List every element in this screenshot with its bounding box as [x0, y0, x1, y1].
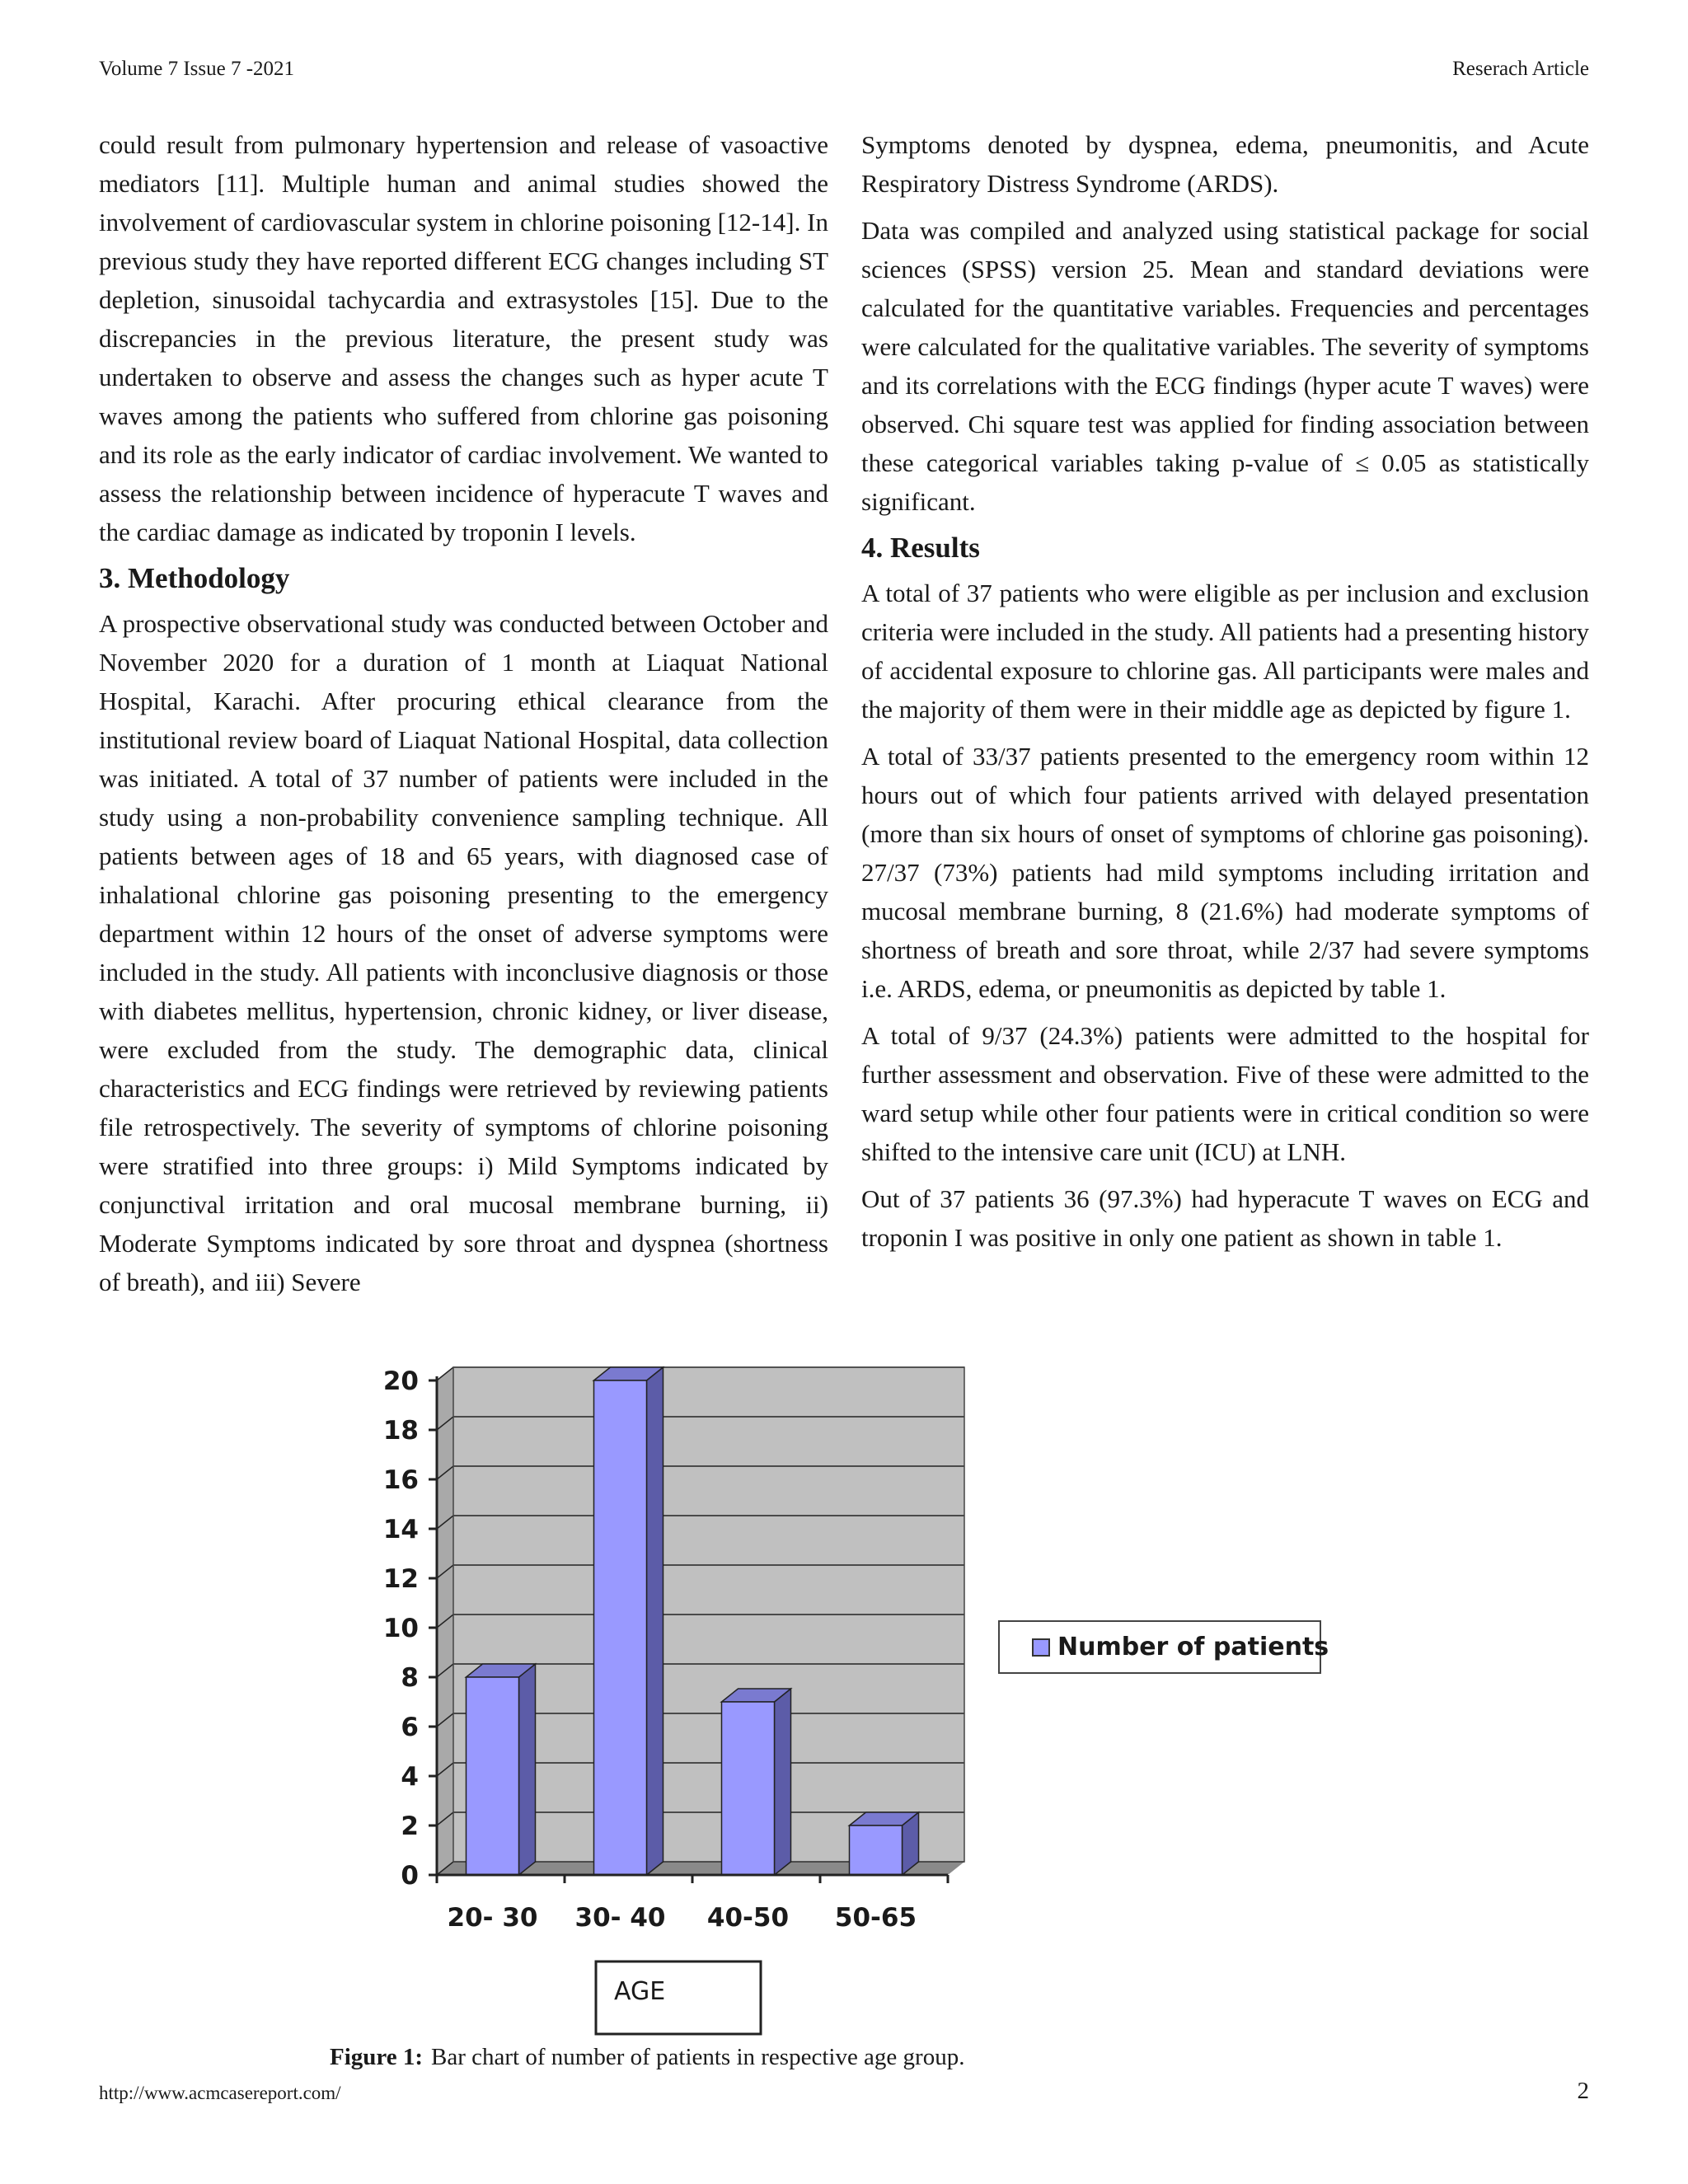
- methodology-heading: 3. Methodology: [99, 562, 290, 594]
- y-tick-label: 12: [382, 1564, 419, 1594]
- running-header-volume: Volume 7 Issue 7 -2021: [99, 58, 295, 80]
- bar: [467, 1664, 536, 1875]
- figure-caption-text: Bar chart of number of patients in respective age group.: [431, 2044, 965, 2070]
- y-tick-label: 8: [401, 1663, 419, 1693]
- y-tick-label: 20: [382, 1366, 419, 1396]
- figure-label: Figure 1:: [330, 2044, 424, 2070]
- page-number: 2: [1577, 2078, 1589, 2104]
- running-header-article-type: Reserach Article: [1452, 58, 1589, 80]
- y-tick-label: 18: [382, 1416, 419, 1446]
- x-tick-label: 50-65: [834, 1903, 917, 1933]
- results-paragraph-1: A total of 37 patients who were eligible as per inclusion and exclusion criteria were included in the study. All patients had a presenting history of accidental exposure to chlorine gas. All participants were males and the majority of them were in their middle age as depicted by figure 1.: [861, 579, 1589, 724]
- results-heading: 4. Results: [861, 532, 980, 564]
- right-column: [861, 125, 1589, 1265]
- y-tick-label: 2: [401, 1811, 419, 1841]
- y-tick-label: 0: [401, 1861, 419, 1891]
- bar: [850, 1812, 919, 1875]
- y-tick-label: 16: [382, 1465, 419, 1495]
- legend-swatch: [1033, 1639, 1049, 1656]
- bar-front: [467, 1677, 519, 1875]
- x-tick-label: 40-50: [706, 1903, 790, 1933]
- bar-front: [850, 1825, 903, 1875]
- left-column: [99, 125, 828, 1310]
- intro-paragraph: could result from pulmonary hypertension and release of vasoactive mediators [11]. Multiple human and animal studies showed the involvement of cardiovascular system in chlorine poisoning [12-14]. In previous study they have reported different ECG changes including ST depletion, sinusoidal tachycardia and extrasystoles [15]. Due to the discrepancies in the previous literature, the present study was undertaken to observe and assess the changes such as hyper acute T waves among the patients who suffered from chlorine gas poisoning and its role as the early indicator of cardiac involvement. We wanted to assess the relationship between incidence of hyperacute T waves and the cardiac damage as indicated by troponin I levels.: [99, 130, 828, 546]
- x-axis-title: AGE: [614, 1977, 666, 2006]
- x-tick-label: 30- 40: [574, 1903, 666, 1933]
- bar-front: [722, 1702, 775, 1875]
- age-group-bar-chart: [313, 1352, 1343, 2044]
- footer-url: http://www.acmcasereport.com/: [99, 2083, 341, 2103]
- methodology-paragraph: A prospective observational study was conducted between October and November 2020 for a duration of 1 month at Liaquat National Hospital, Karachi. After procuring ethical clearance from the institutional review board of Liaquat National Hospital, data collection was initiated. A total of 37 number of patients were included in the study using a non-probability convenience sampling technique. All patients between ages of 18 and 65 years, with diagnosed case of inhalational chlorine gas poisoning presenting to the emergency department within 12 hours of the onset of adverse symptoms were included in the study. All patients with inconclusive diagnosis or those with diabetes mellitus, hypertension, chronic kidney, or liver disease, were excluded from the study. The demographic data, clinical characteristics and ECG findings were retrieved by reviewing patients file retrospectively. The severity of symptoms of chlorine poisoning were stratified into three groups: i) Mild Symptoms indicated by conjunctival irritation and oral mucosal membrane burning, ii) Moderate Symptoms indicated by sore throat and dyspnea (shortness of breath), and iii) Severe: [99, 609, 828, 1296]
- chart-legend: [999, 1621, 1329, 1673]
- symptoms-paragraph: Symptoms denoted by dyspnea, edema, pneumonitis, and Acute Respiratory Distress Syndrome (ARDS).: [861, 130, 1589, 198]
- y-tick-label: 4: [401, 1762, 419, 1792]
- y-tick-label: 10: [382, 1614, 419, 1643]
- bar-front: [594, 1380, 647, 1875]
- results-paragraph-2: A total of 33/37 patients presented to the emergency room within 12 hours out of which four patients arrived with delayed presentation (more than six hours of onset of symptoms of chlorine gas poisoning). 27/37 (73%) patients had mild symptoms including irritation and mucosal membrane burning, 8 (21.6%) had moderate symptoms of shortness of breath and sore throat, while 2/37 had severe symptoms i.e. ARDS, edema, or pneumonitis as depicted by table 1.: [861, 742, 1589, 1003]
- bar: [594, 1367, 663, 1875]
- x-axis-title-box: [596, 1961, 761, 2034]
- legend-label: Number of patients: [1057, 1633, 1329, 1661]
- bar-side: [775, 1689, 791, 1875]
- y-tick-label: 14: [382, 1515, 419, 1544]
- bar: [722, 1689, 791, 1875]
- analysis-paragraph: Data was compiled and analyzed using statistical package for social sciences (SPSS) version 25. Mean and standard deviations were calculated for the quantitative variables. Frequencies and percentages were calculated for the qualitative variables. The severity of symptoms and its correlations with the ECG findings (hyper acute T waves) were observed. Chi square test was applied for finding association between these categorical variables taking p-value of ≤ 0.05 as statistically significant.: [861, 216, 1589, 516]
- y-tick-label: 6: [401, 1713, 419, 1742]
- bar-side: [519, 1664, 536, 1875]
- results-paragraph-3: A total of 9/37 (24.3%) patients were admitted to the hospital for further assessment and observation. Five of these were admitted to the ward setup while other four patients were in critical condition so were shifted to the intensive care unit (ICU) at LNH.: [861, 1021, 1589, 1166]
- bar-side: [647, 1367, 663, 1875]
- x-tick-label: 20- 30: [447, 1903, 538, 1933]
- results-paragraph-4: Out of 37 patients 36 (97.3%) had hyperacute T waves on ECG and troponin I was positive in only one patient as shown in table 1.: [861, 1184, 1589, 1252]
- figure-caption: [330, 2044, 964, 2071]
